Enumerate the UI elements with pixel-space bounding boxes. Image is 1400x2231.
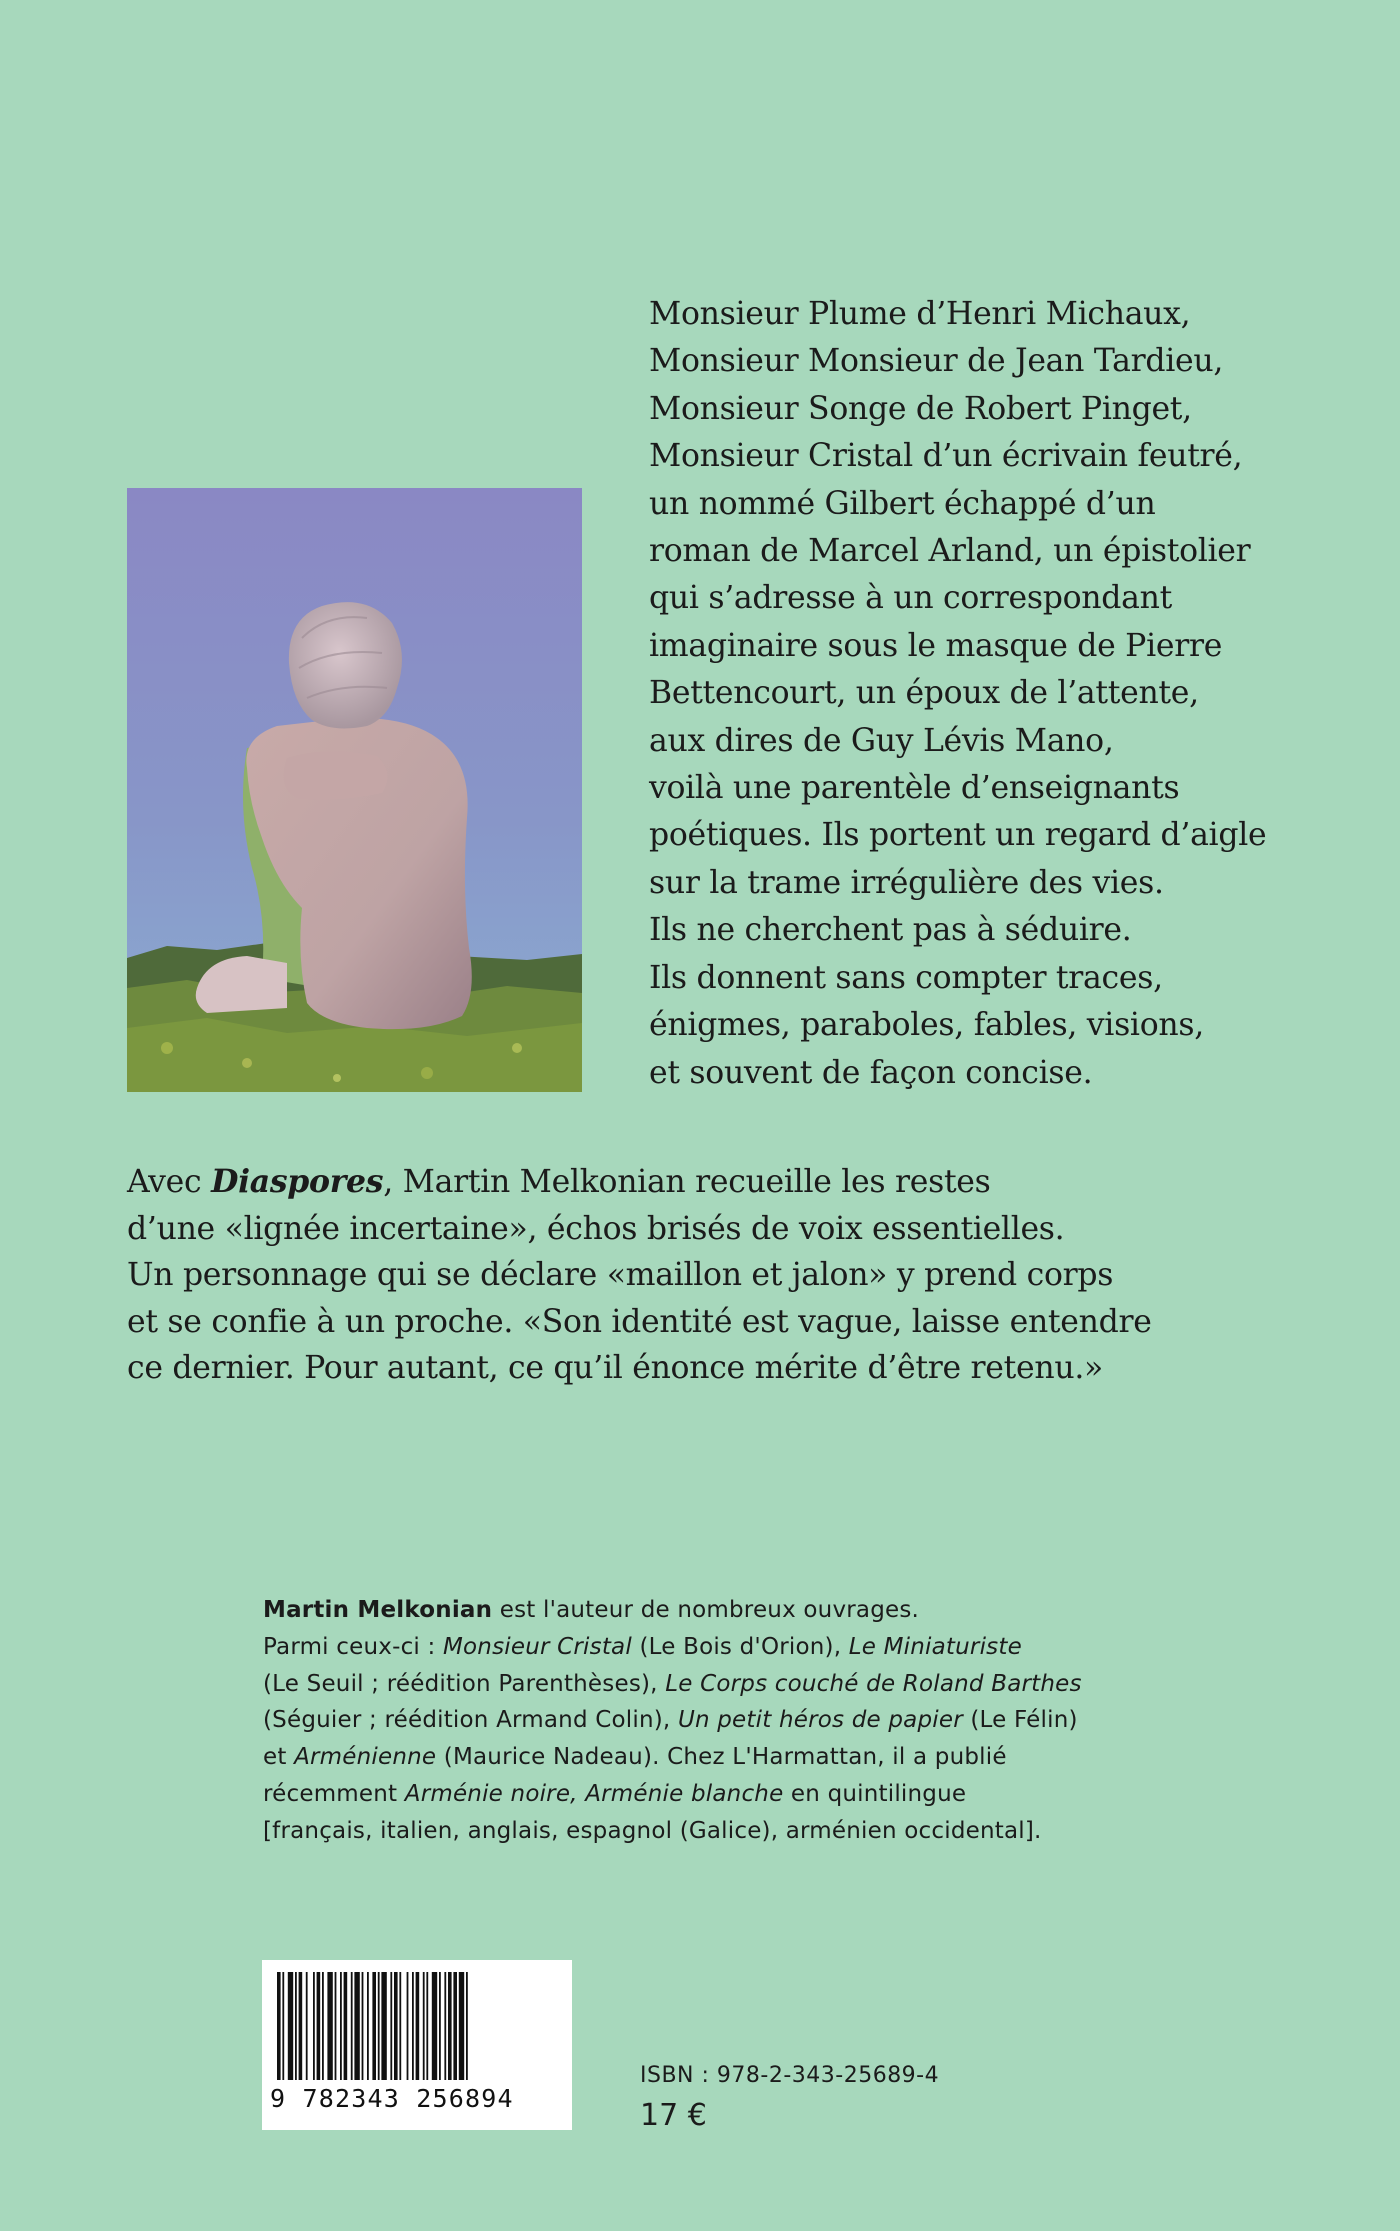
text-line: roman de Marcel Arland, un épistolier: [649, 533, 1251, 570]
book-title: Diaspores: [211, 1163, 384, 1200]
work-title: Arménie noire, Arménie blanche: [404, 1780, 784, 1807]
text-line: Ils ne cherchent pas à séduire.: [649, 912, 1132, 949]
text-line: Bettencourt, un époux de l’attente,: [649, 675, 1199, 712]
text-run: Avec: [127, 1164, 212, 1200]
text-line: imaginaire sous le masque de Pierre: [649, 627, 1223, 664]
text-run: , Martin Melkonian recueille les restes: [383, 1164, 991, 1200]
barcode: [262, 1960, 572, 2130]
text-line: [263, 1776, 1263, 1813]
text-line: Monsieur Cristal d’un écrivain feutré,: [649, 438, 1243, 475]
text-line: [263, 1629, 1263, 1666]
text-run: (Maurice Nadeau). Chez L'Harmattan, il a publié: [436, 1744, 1007, 1771]
text-line: [127, 1159, 1327, 1206]
work-title: Un petit héros de papier: [677, 1707, 963, 1734]
text-line: Ils donnent sans compter traces,: [649, 959, 1163, 996]
text-line: [263, 1739, 1263, 1776]
text-run: récemment: [263, 1780, 405, 1807]
text-line: [263, 1592, 1263, 1629]
text-run: en quintilingue: [783, 1780, 967, 1807]
text-line: Monsieur Monsieur de Jean Tardieu,: [649, 343, 1224, 380]
text-line: [français, italien, anglais, espagnol (Galice), arménien occidental].: [263, 1817, 1042, 1844]
work-title: Le Corps couché de Roland Barthes: [665, 1670, 1082, 1697]
work-title: Le Miniaturiste: [848, 1633, 1022, 1660]
text-line: voilà une parentèle d’enseignants: [649, 770, 1180, 807]
summary-paragraph: [127, 1159, 1327, 1392]
barcode-bars: [277, 1972, 557, 2080]
text-run: est l'auteur de nombreux ouvrages.: [492, 1597, 920, 1623]
barcode-digits: 9 782343 256894: [270, 2084, 514, 2113]
text-run: et: [263, 1744, 295, 1771]
text-line: [263, 1702, 1263, 1739]
intro-text: [649, 291, 1369, 1097]
price-label: 17 €: [640, 2098, 707, 2133]
cover-photo: [127, 488, 582, 1092]
text-line: énigmes, paraboles, fables, visions,: [649, 1007, 1204, 1044]
text-line: d’une «lignée incertaine», échos brisés de voix essentielles.: [127, 1210, 1065, 1247]
text-line: et souvent de façon concise.: [649, 1054, 1093, 1091]
isbn-label: ISBN : 978-2-343-25689-4: [640, 2063, 940, 2088]
text-line: ce dernier. Pour autant, ce qu’il énonce mérite d’être retenu.»: [127, 1350, 1104, 1386]
text-line: [263, 1666, 1263, 1703]
work-title: Monsieur Cristal: [442, 1633, 632, 1660]
text-run: (Le Seuil ; réédition Parenthèses),: [263, 1670, 666, 1697]
text-line: Un personnage qui se déclare «maillon et jalon» y prend corps: [127, 1257, 1114, 1293]
text-line: sur la trame irrégulière des vies.: [649, 864, 1164, 901]
text-run: (Le Bois d'Orion),: [631, 1633, 849, 1660]
text-run: Parmi ceux-ci :: [263, 1633, 443, 1660]
text-line: Monsieur Songe de Robert Pinget,: [649, 390, 1192, 427]
text-line: Monsieur Plume d’Henri Michaux,: [649, 296, 1191, 332]
text-run: (Séguier ; réédition Armand Colin),: [263, 1707, 678, 1734]
sculpture-illustration: [127, 488, 582, 1092]
work-title: Arménienne: [294, 1744, 437, 1771]
text-line: qui s’adresse à un correspondant: [649, 580, 1172, 617]
text-run: (Le Félin): [962, 1707, 1078, 1734]
text-line: et se confie à un proche. «Son identité est vague, laisse entendre: [127, 1303, 1152, 1340]
text-line: aux dires de Guy Lévis Mano,: [649, 722, 1114, 759]
text-line: un nommé Gilbert échappé d’un: [649, 485, 1156, 522]
author-bio: [263, 1592, 1263, 1850]
text-line: poétiques. Ils portent un regard d’aigle: [649, 817, 1267, 854]
author-name: Martin Melkonian: [263, 1597, 493, 1623]
